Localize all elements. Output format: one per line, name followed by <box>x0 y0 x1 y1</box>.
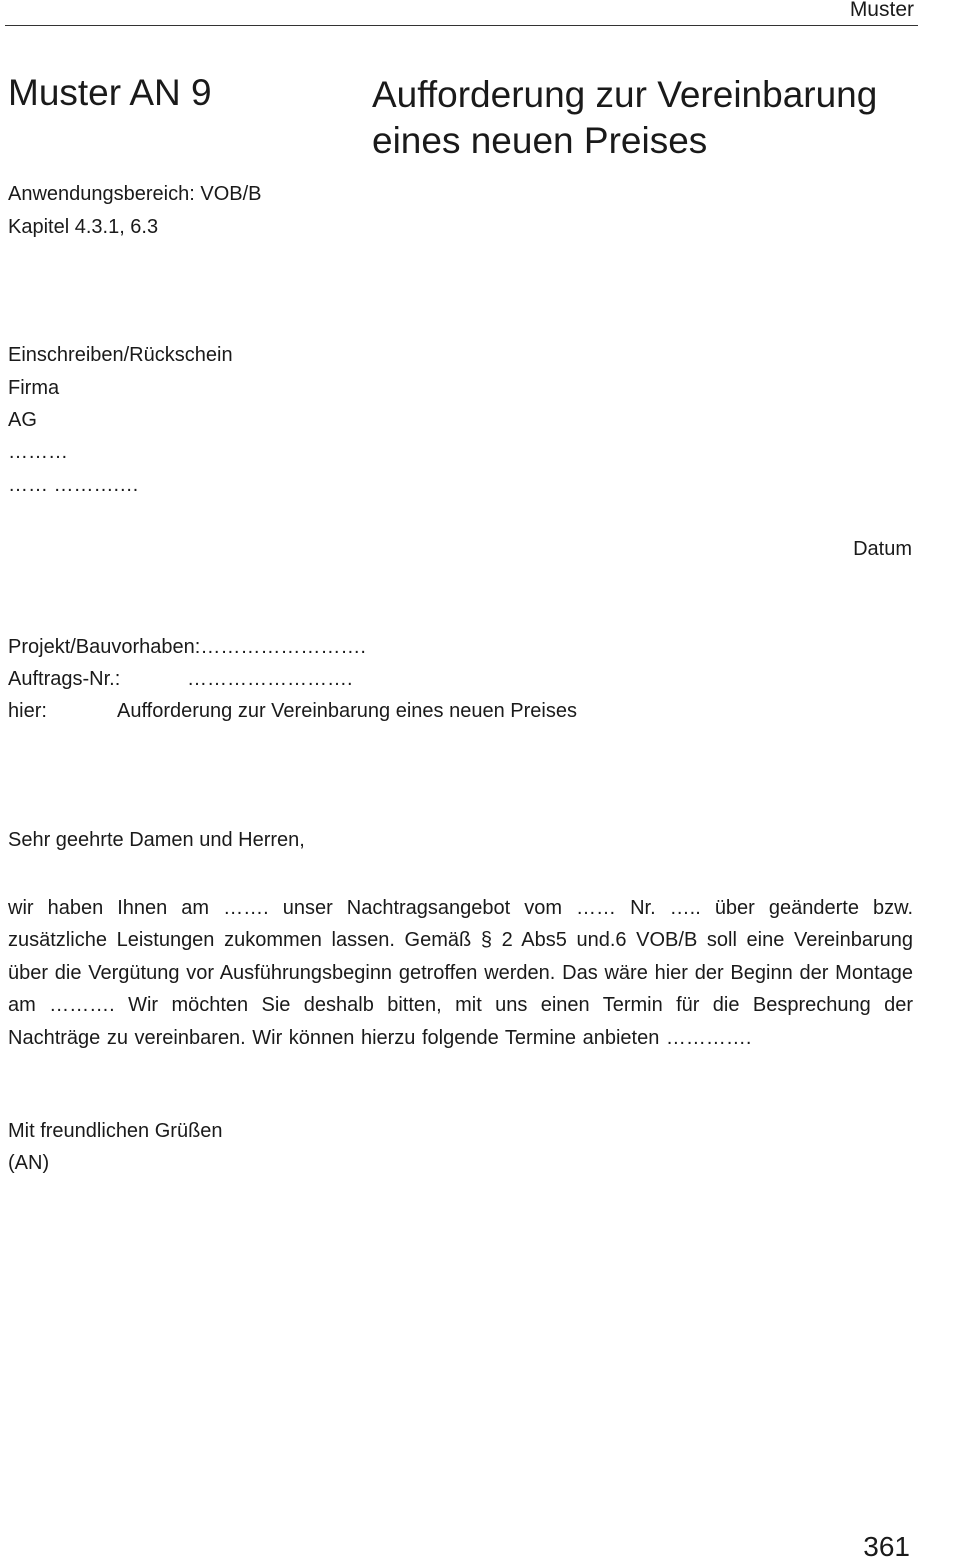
signer: (AN) <box>8 1152 50 1174</box>
document-title-line-1: Aufforderung zur Vereinbarung <box>372 74 878 115</box>
letter-body: wir haben Ihnen am ……. unser Nachtragsangebot vom …… Nr. ….. über geänderte bzw. zusätzliche Leistungen zukommen lassen. Gemäß § 2 Abs5 und.6 VOB/B soll eine Vereinbarung über die Vergütung vor Ausführungsbeginn getroffen werden. Das wäre hier der Beginn der Montage am ………. Wir möchten Sie deshalb bitten, mit uns einen Termin für die Besprechung der Nachträge zu vereinbaren. Wir können hierzu folgende Termine anbieten …………. <box>8 897 913 1049</box>
chapter-reference: Kapitel 4.3.1, 6.3 <box>8 216 159 238</box>
address-line-1: ……… <box>8 441 68 463</box>
closing-phrase: Mit freundlichen Grüßen <box>8 1120 223 1142</box>
header-rule <box>5 25 918 26</box>
document-title <box>372 72 877 164</box>
subject-label: hier: <box>8 700 47 722</box>
address-company: Firma <box>8 377 60 399</box>
document-title-line-2: eines neuen Preises <box>372 120 708 161</box>
subject-line: Aufforderung zur Vereinbarung eines neuen Preises <box>117 700 577 722</box>
page-number: 361 <box>863 1531 910 1562</box>
address-line-2: …… ……….… <box>8 474 140 496</box>
order-number-value: ……………………. <box>187 668 353 690</box>
delivery-method: Einschreiben/Rückschein <box>8 344 233 366</box>
date-field: Datum <box>853 538 912 560</box>
project-reference: Projekt/Bauvorhaben:……………………. <box>8 636 366 658</box>
order-number-label: Auftrags-Nr.: <box>8 668 121 690</box>
scope-label: Anwendungsbereich: VOB/B <box>8 183 262 205</box>
address-recipient: AG <box>8 409 37 431</box>
running-header: Muster <box>849 0 914 21</box>
document-code: Muster AN 9 <box>8 72 212 113</box>
salutation: Sehr geehrte Damen und Herren, <box>8 829 305 851</box>
